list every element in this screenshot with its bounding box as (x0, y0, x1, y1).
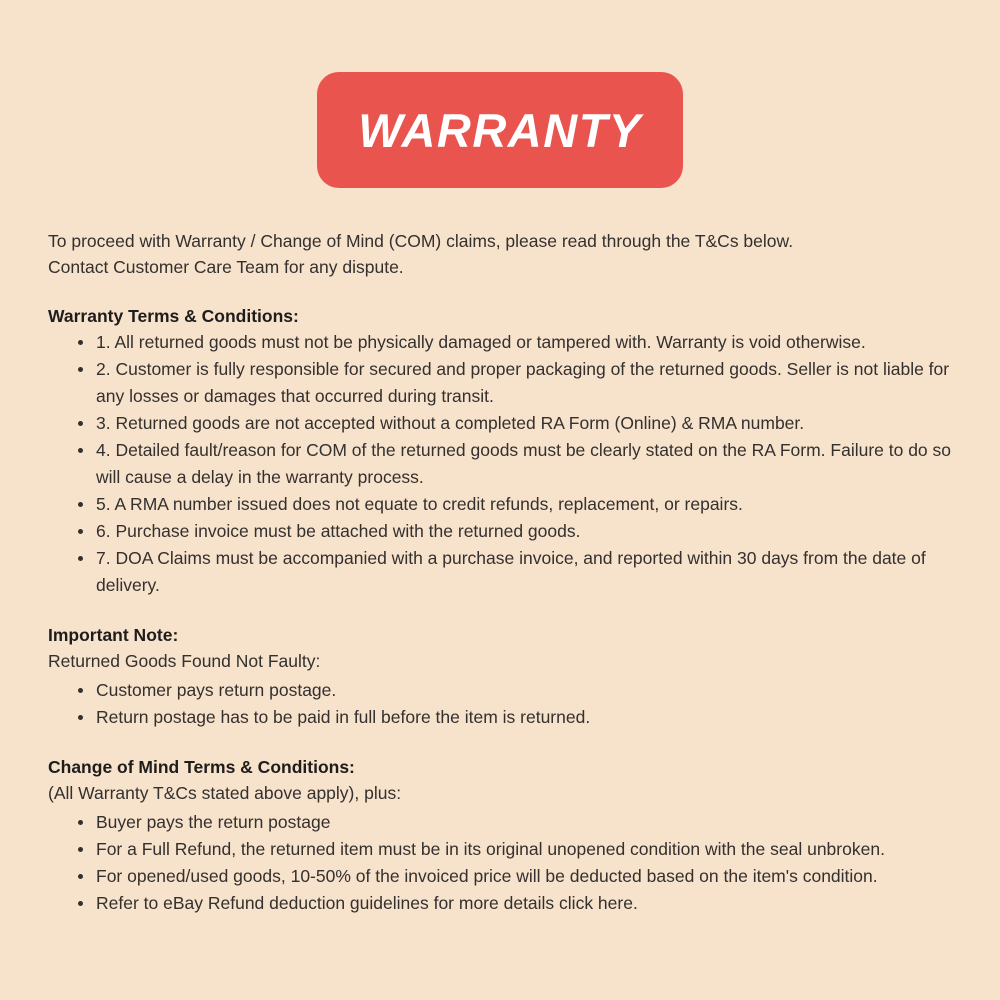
list-item: Return postage has to be paid in full before the item is returned. (78, 704, 952, 731)
list-item: 4. Detailed fault/reason for COM of the returned goods must be clearly stated on the RA Form. Failure to do so will cause a delay in the warranty process. (78, 437, 952, 491)
important-note-list (48, 677, 952, 731)
intro-line-2: Contact Customer Care Team for any dispute. (48, 257, 404, 277)
list-item: 7. DOA Claims must be accompanied with a purchase invoice, and reported within 30 days from the date of delivery. (78, 545, 952, 599)
list-item: For a Full Refund, the returned item must be in its original unopened condition with the seal unbroken. (78, 836, 952, 863)
important-note-section (48, 625, 952, 731)
list-item: 5. A RMA number issued does not equate to credit refunds, replacement, or repairs. (78, 491, 952, 518)
list-item: Customer pays return postage. (78, 677, 952, 704)
change-of-mind-subtitle: (All Warranty T&Cs stated above apply), plus: (48, 783, 402, 803)
change-of-mind-list (48, 809, 952, 917)
list-item[interactable]: Refer to eBay Refund deduction guidelines for more details click here. (78, 890, 952, 917)
warranty-section (48, 306, 952, 599)
intro-line-1: To proceed with Warranty / Change of Mind (COM) claims, please read through the T&Cs below. (48, 231, 794, 251)
banner-title: WARRANTY (358, 103, 642, 157)
important-note-heading: Important Note: (48, 625, 179, 645)
intro-block (48, 228, 952, 280)
list-item: Buyer pays the return postage (78, 809, 952, 836)
list-item: For opened/used goods, 10-50% of the invoiced price will be deducted based on the item's condition. (78, 863, 952, 890)
important-note-subtitle: Returned Goods Found Not Faulty: (48, 651, 321, 671)
warranty-heading: Warranty Terms & Conditions: (48, 306, 299, 326)
banner-container (48, 0, 952, 188)
warranty-list (48, 329, 952, 599)
warranty-banner (317, 72, 683, 188)
list-item: 1. All returned goods must not be physically damaged or tampered with. Warranty is void otherwise. (78, 329, 952, 356)
change-of-mind-section (48, 757, 952, 917)
list-item: 3. Returned goods are not accepted without a completed RA Form (Online) & RMA number. (78, 410, 952, 437)
list-item: 6. Purchase invoice must be attached with the returned goods. (78, 518, 952, 545)
change-of-mind-heading: Change of Mind Terms & Conditions: (48, 757, 355, 777)
list-item: 2. Customer is fully responsible for secured and proper packaging of the returned goods. Seller is not liable for any losses or damages that occurred during transit. (78, 356, 952, 410)
